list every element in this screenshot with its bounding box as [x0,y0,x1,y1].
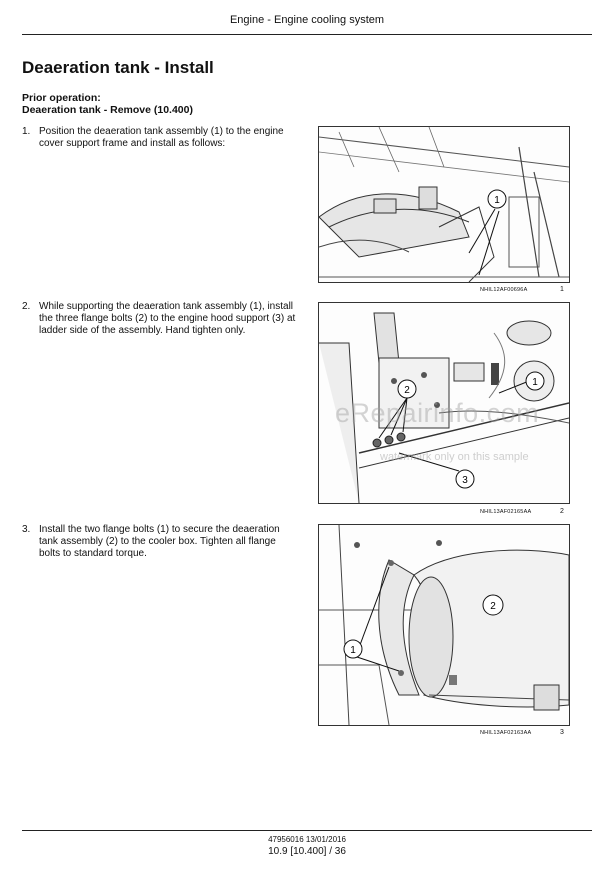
watermark-subtext: watermark only on this sample [380,451,529,463]
callout-2: 2 [490,601,496,612]
running-header: Engine - Engine cooling system [229,14,385,26]
prior-operation-label: Prior operation: [22,92,101,104]
step-text: While supporting the deaeration tank assembly (1), install the three flange bolts (2) to the engine hood support (3) at ladder side of the assembly. Hand tighten only. [39,301,296,336]
callout-1: 1 [350,645,356,656]
footer-page-ref: 10.9 [10.400] / 36 [268,846,346,857]
step-text: Position the deaeration tank assembly (1) to the engine cover support frame and install as follows: [39,126,284,149]
watermark-text: eRepairinfo.com [335,398,540,428]
figure-1-code: NHIL12AF00696A [480,287,528,293]
step-number: 1. [22,126,31,137]
figure-2-code: NHIL13AF02165AA [480,509,532,515]
figure-1-number: 1 [560,286,564,293]
callout-1: 1 [532,377,538,388]
callout-2: 2 [404,385,410,396]
footer-doc-code: 47956016 13/01/2016 [268,835,346,844]
step-text: Install the two flange bolts (1) to secure the deaeration tank assembly (2) to the cooler box. Tighten all flange bolts to standard torque. [39,524,280,559]
figure-2-number: 2 [560,508,564,515]
figure-3-number: 3 [560,729,564,736]
prior-operation-link[interactable]: Deaeration tank - Remove (10.400) [22,104,193,116]
figure-1-photo [318,126,570,283]
callout-3: 3 [462,475,468,486]
figure-3-code: NHIL13AF02163AA [480,730,532,736]
step-number: 2. [22,301,31,312]
figure-3-photo [318,524,570,726]
page-title: Deaeration tank - Install [22,58,214,77]
footer-divider [22,830,592,831]
header-divider [22,34,592,35]
callout-1: 1 [494,195,500,206]
step-number: 3. [22,524,31,535]
